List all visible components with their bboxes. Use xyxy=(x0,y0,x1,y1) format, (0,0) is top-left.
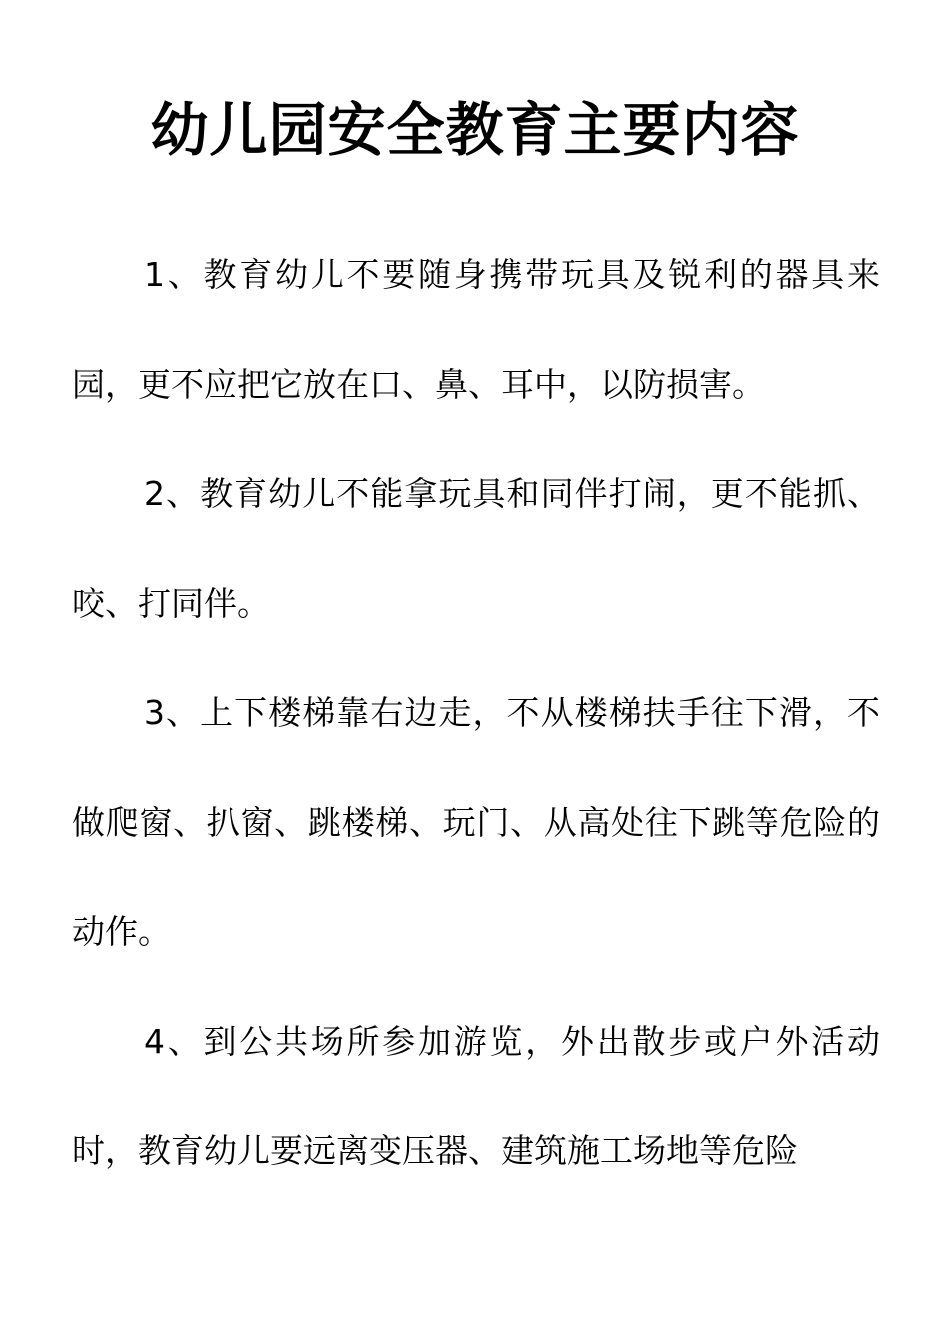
paragraph-4: 4、到公共场所参加游览，外出散步或户外活动时，教育幼儿要远离变压器、建筑施工场地等危险 xyxy=(72,1021,880,1170)
document-body xyxy=(72,220,880,1206)
paragraph-1: 1、教育幼儿不要随身携带玩具及锐利的器具来园，更不应把它放在口、鼻、耳中，以防损害。 xyxy=(72,255,880,404)
page-title: 幼儿园安全教育主要内容 xyxy=(150,96,800,164)
paragraph-3: 3、上下楼梯靠右边走，不从楼梯扶手往下滑，不做爬窗、扒窗、跳楼梯、玩门、从高处往下跳等危险的动作。 xyxy=(72,693,880,951)
paragraph-2: 2、教育幼儿不能拿玩具和同伴打闹，更不能抓、咬、打同伴。 xyxy=(72,474,880,623)
